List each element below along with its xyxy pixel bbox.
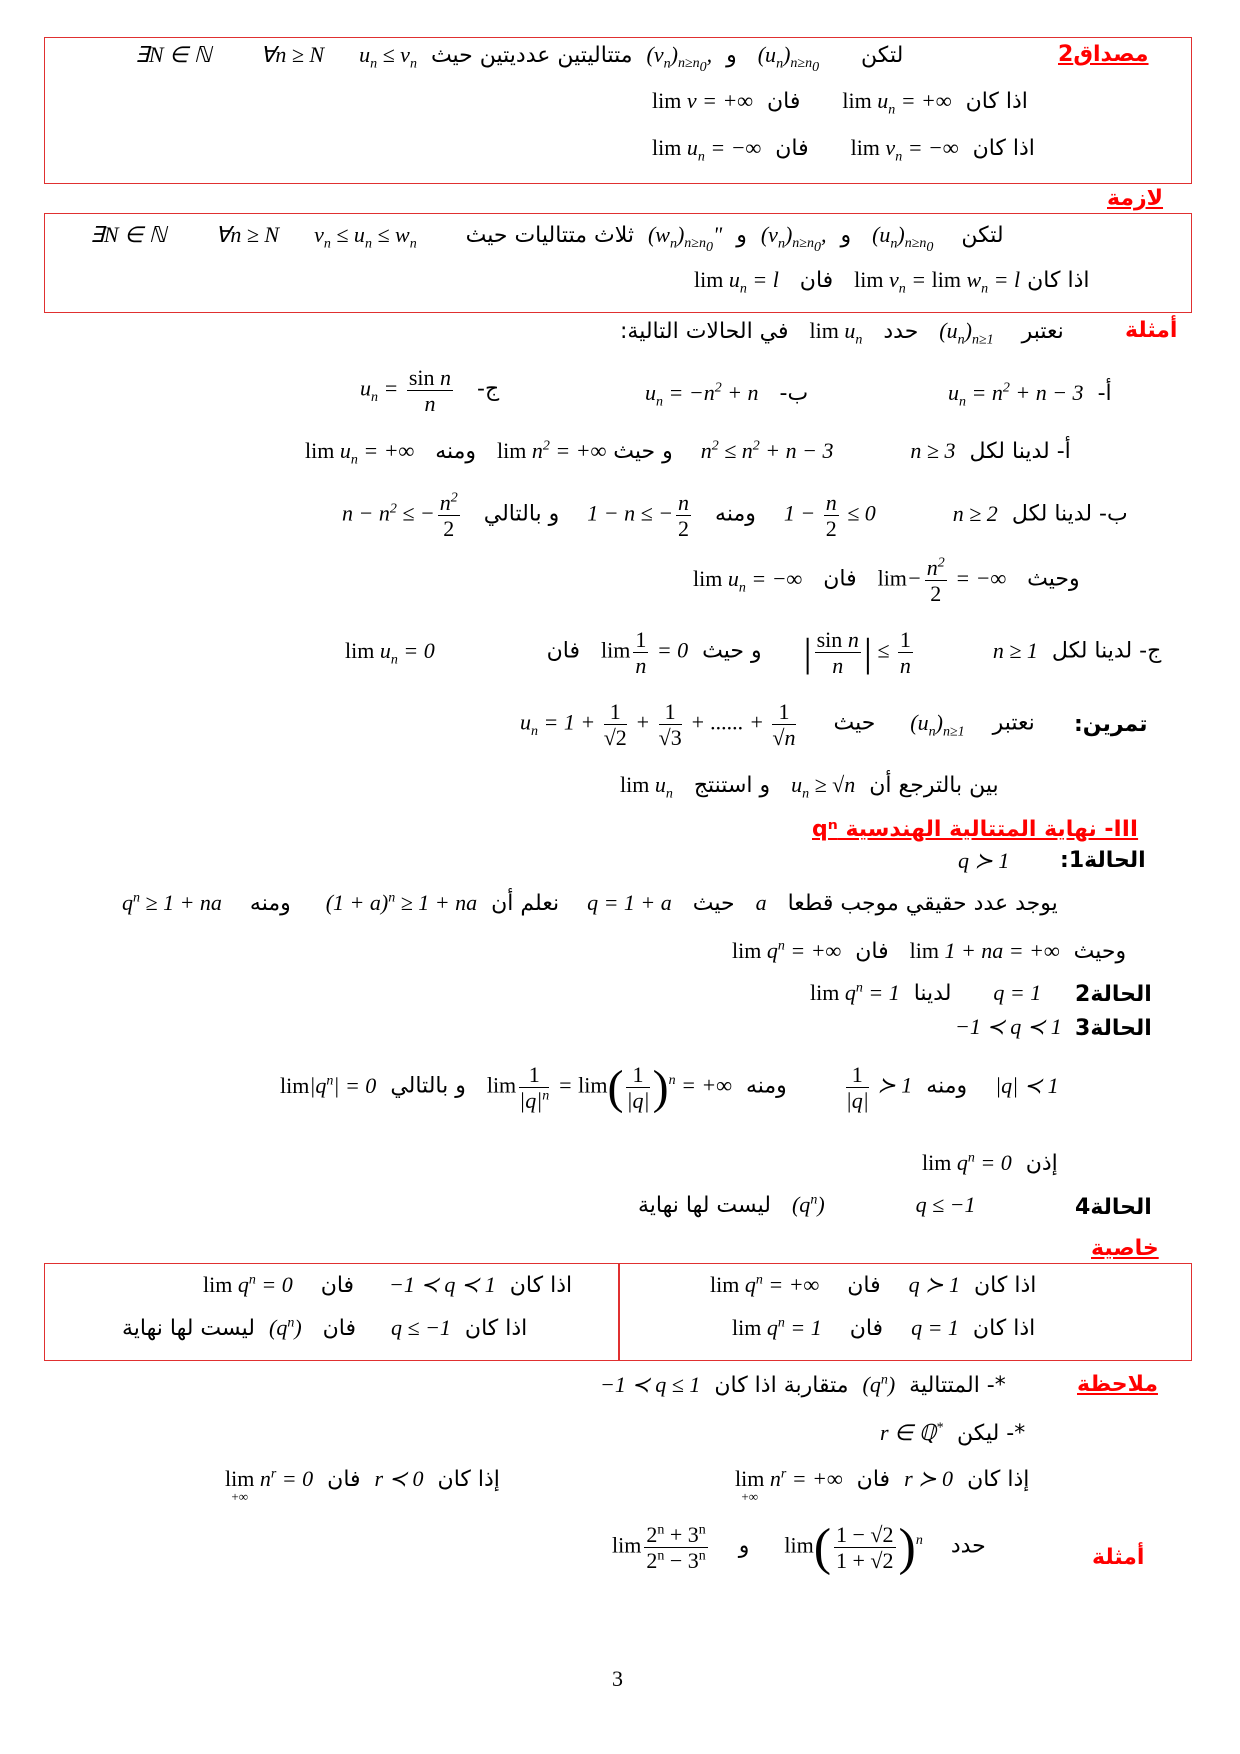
case4-label: الحالة4 [1075,1195,1152,1220]
case1-cond: q ≻ 1 [958,848,1010,873]
solution-c: ج- لدينا لكل n ≥ 1 | $\frac{\text{sin n}}{n}$ | ≤ $\frac{1}{n}$ و حيث lim $\frac{1}{n}$ = 0 فان $\lim u_n = 0$ [345,627,1162,679]
remark-line3-left: إذا كان r ≺ 0 فان lim +∞ $n^r = 0$ [225,1466,500,1504]
property-label: خاصية [1091,1236,1159,1261]
exercise-line2: بين بالترجع أن $u_n \ge √n$ و استنتج $\lim u_n$ [620,772,999,802]
corollary2-label: مصداق2 [1058,42,1149,67]
property-left-1: اذا كان −1 ≺ q ≺ 1 فان $\lim q^n = 0$ [203,1272,573,1298]
examples2-label: أمثلة [1092,1545,1145,1570]
case1-label: الحالة1: [1060,848,1146,873]
example-c: ج- $u_n$ = $\frac{\text{sin n}}{n}$ [360,365,500,417]
remark-label: ملاحظة [1077,1372,1158,1397]
example-b: ب- $u_n = -n^2 + n$ [645,380,809,410]
corollary-line3: اذا كان $\lim v_n$ = −∞ فان $\lim u_n$ = −∞ [652,135,1035,165]
lemma-line2: اذا كان $\lim v_n = \lim w_n = l$ فان $\lim u_n = l$ [694,267,1090,297]
case2-line: q = 1 لدينا $\lim q^n = 1$ [810,980,1042,1006]
exercise-line1: نعتبر $(u_n)_{n\ge 1}$ حيث $u_n = 1$ + $\frac{1}{√2}$ + $\frac{1}{√3}$ + ...... + $\frac{1}{√n}$ [520,699,1035,751]
case3-label: الحالة3 [1075,1016,1152,1041]
remark-line2: *- ليكن r ∈ ℚ* [880,1420,1026,1446]
case4-line: q ≤ −1 $(q^n)$ ليست لها نهاية [638,1192,976,1218]
case3-line2: إذن $\lim q^n = 0$ [922,1150,1058,1176]
property-left-2: اذا كان q ≤ −1 فان $(q^n)$ ليست لها نهاية [122,1315,528,1341]
solution-b: ب- لدينا لكل n ≥ 2 1 − $\frac{n}{2}$ ≤ 0 ومنه 1 − n ≤ − $\frac{n}{2}$ و بالتالي $n - n^2$ ≤ − $\frac{n^2}{2}$ [342,490,1128,542]
example-a: أ- $u_n = n^2 + n - 3$ [948,380,1112,410]
property-right-2: اذا كان q = 1 فان $\lim q^n = 1$ [732,1315,1036,1341]
property-divider [618,1263,620,1361]
page-number: 3 [612,1666,623,1691]
section3-title: III- نهاية المتتالية الهندسية qⁿ [812,817,1139,842]
case1-line1: يوجد عدد حقيقي موجب قطعا a حيث q = 1 + a نعلم أن $(1 + a)^n \ge 1$ + na ومنه $q^n \ge 1$ + na [122,890,1058,916]
remark-line1: *- المتتالية $(q^n)$ متقاربة اذا كان −1 ≺ q ≤ 1 [600,1372,1006,1398]
solution-a: أ- لدينا لكل n ≥ 3 $n^2 \le n^2 + n - 3$ و حيث $\lim n^2$ = +∞ ومنه $\lim u_n$ = +∞ [305,438,1071,468]
case3-cond: −1 ≺ q ≺ 1 [955,1014,1062,1039]
case1-line2: وحيث lim 1 + na = +∞ فان $\lim q^n$ = +∞ [732,938,1127,964]
examples-label: أمثلة [1125,318,1178,343]
case3-line1: |q| ≺ 1 ومنه $\frac{1}{|q|}$ ≻ 1 ومنه lim $\frac{1}{|q|^n}$ = lim( $\frac{1}{|q|}$ )$^n$ = +∞ و بالتالي $\lim|q^n| = 0$ [280,1061,1059,1114]
examples-intro: نعتبر $(u_n)_{n\ge 1}$ حدد $\lim u_n$ في الحالات التالية: [620,318,1064,348]
remark-line3-right: إذا كان r ≻ 0 فان lim +∞ $n^r$ = +∞ [735,1466,1030,1504]
exercise-label: تمرين: [1074,712,1148,737]
corollary-line2: اذا كان $\lim u_n$ = +∞ فان lim v = +∞ [652,88,1028,118]
examples2-line: حدد lim( $\frac{1 - √2}{1 + √2}$ )$^n$ و lim $\frac{2^n + 3^n}{2^n - 3^n}$ [612,1519,986,1576]
lemma-label: لازمة [1107,186,1164,211]
solution-b2: وحيث lim− $\frac{n^2}{2}$ = −∞ فان $\lim u_n$ = −∞ [693,555,1080,607]
property-right-1: اذا كان q ≻ 1 فان $\lim q^n$ = +∞ [710,1272,1037,1298]
corollary-line1: لتكن $(u_n)_{n\ge n_0}$ و $(v_n)_{n\ge n_0}$, متتاليتين عدديتين حيث $u_n \le v_n$ ∀n ≥ N ∃N ∈ ℕ [135,42,904,76]
case2-label: الحالة2 [1075,982,1152,1007]
lemma-line1: لتكن $(u_n)_{n\ge n_0}$ و $(v_n)_{n\ge n_0}$, و $(w_n)_{n\ge n_0}$" ثلاث متتاليات حيث $v_n \le u_n \le w_n$ ∀n ≥ N ∃N ∈ ℕ [90,222,1004,256]
